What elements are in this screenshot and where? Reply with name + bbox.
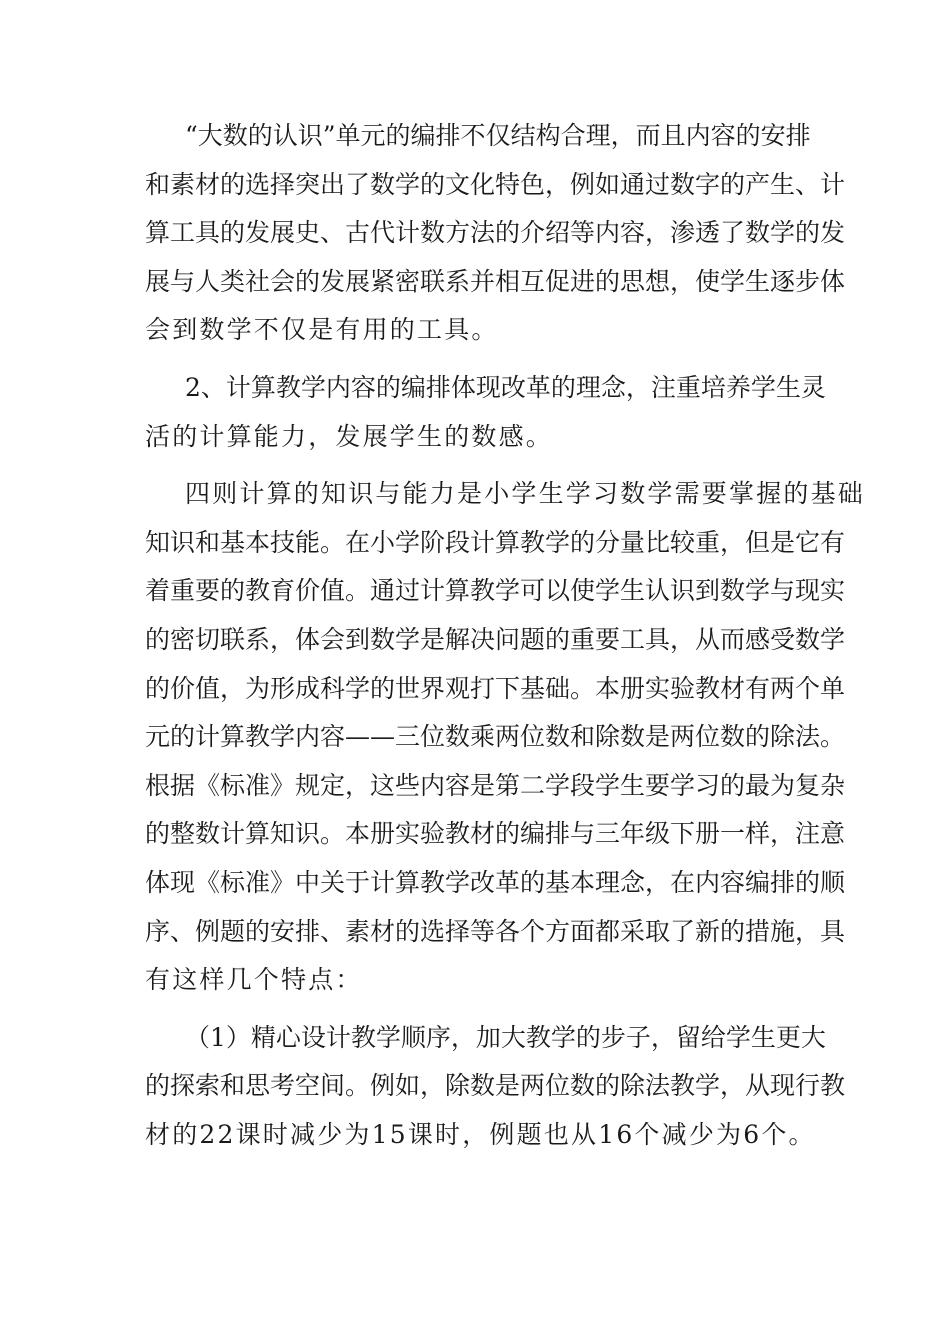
text-line: 知识和基本技能。在小学阶段计算教学的分量比较重，但是它有 <box>145 527 846 557</box>
text-line: 算工具的发展史、古代计数方法的介绍等内容，渗透了数学的发 <box>145 218 846 248</box>
text-line: 四则计算的知识与能力是小学生学习数学需要掌握的基础 <box>185 479 866 509</box>
text-line: 展与人类社会的发展紧密联系并相互促进的思想，使学生逐步体 <box>145 266 846 296</box>
text-line: 根据《标准》规定，这些内容是第二学段学生要学习的最为复杂 <box>145 770 846 800</box>
paragraph-item-1 <box>145 1014 846 1160</box>
paragraph-section-2-heading <box>145 364 826 461</box>
text-line: 活的计算能力，发展学生的数感。 <box>145 421 554 451</box>
text-line: 会到数学不仅是有用的工具。 <box>145 315 499 345</box>
text-line: 元的计算教学内容——三位数乘两位数和除数是两位数的除法。 <box>145 722 846 752</box>
text-line: 的整数计算知识。本册实验教材的编排与三年级下册一样，注意 <box>145 819 846 849</box>
text-line: 有这样几个特点： <box>145 965 363 995</box>
text-line: 的价值，为形成科学的世界观打下基础。本册实验教材有两个单 <box>145 673 846 703</box>
text-line: 序、例题的安排、素材的选择等各个方面都采取了新的措施，具 <box>145 916 846 946</box>
paragraph-calculation <box>145 470 866 1005</box>
text-line: 2、计算教学内容的编排体现改革的理念，注重培养学生灵 <box>185 372 826 402</box>
document-page <box>145 112 866 1159</box>
text-line: “大数的认识”单元的编排不仅结构合理，而且内容的安排 <box>185 121 811 150</box>
text-line: 着重要的教育价值。通过计算教学可以使学生认识到数学与现实 <box>145 576 846 606</box>
text-line: （1）精心设计教学顺序，加大教学的步子，留给学生更大 <box>185 1022 826 1052</box>
text-line: 的密切联系，体会到数学是解决问题的重要工具，从而感受数学 <box>145 624 846 654</box>
text-line: 材的22课时减少为15课时，例题也从16个减少为6个。 <box>145 1119 816 1149</box>
paragraph-culture <box>145 112 846 355</box>
text-line: 的探索和思考空间。例如，除数是两位数的除法教学，从现行教 <box>145 1071 846 1101</box>
text-line: 和素材的选择突出了数学的文化特色，例如通过数字的产生、计 <box>145 169 846 199</box>
text-line: 体现《标准》中关于计算教学改革的基本理念，在内容编排的顺 <box>145 867 846 897</box>
